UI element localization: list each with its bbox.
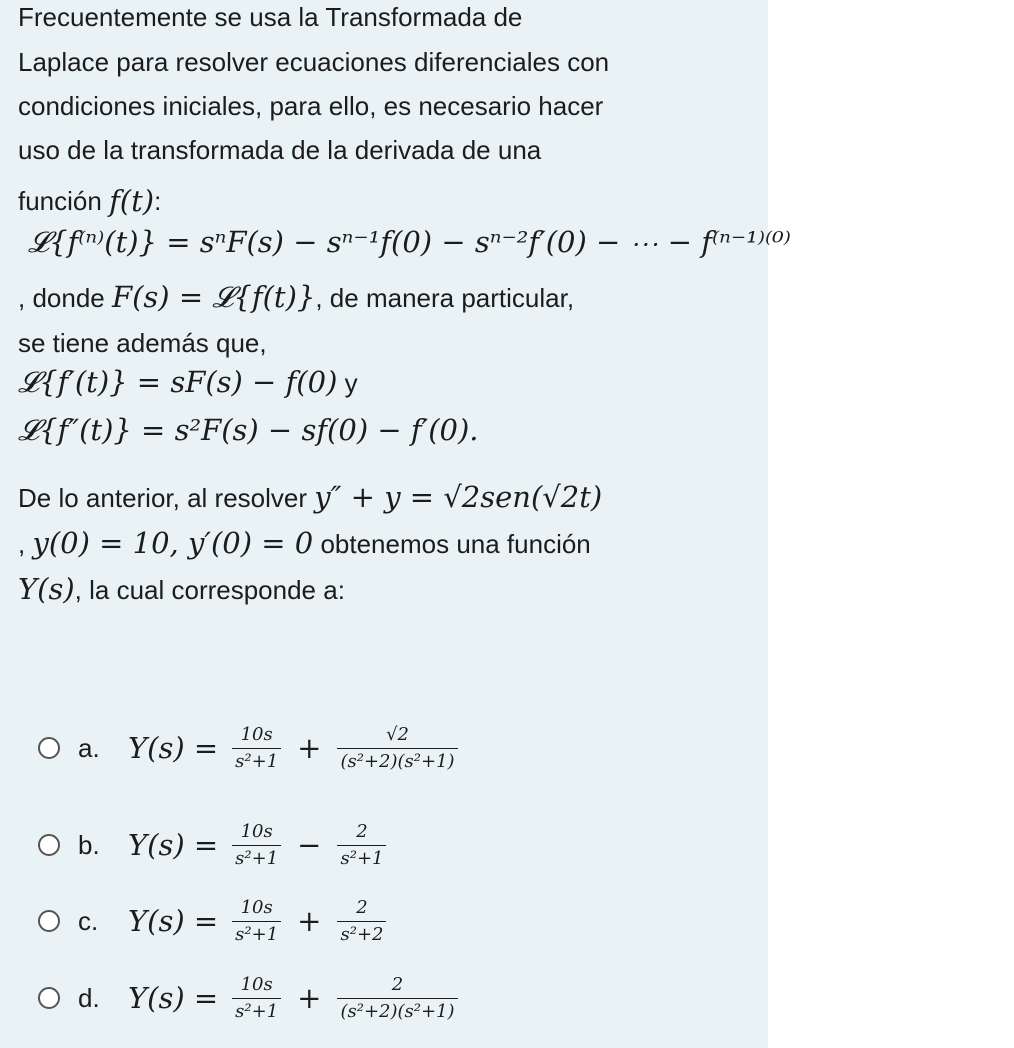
denominator: (s²+2)(s²+1) [337, 748, 457, 773]
fraction [232, 897, 281, 946]
numerator: 2 [356, 896, 368, 918]
expr-lhs: Y(s) = [128, 981, 219, 1015]
option-d[interactable] [38, 968, 460, 1028]
text-fragment: De lo anterior, al resolver [18, 483, 315, 513]
option-letter: c. [78, 905, 99, 936]
laplace-derivative-formula: 𝓛{f⁽ⁿ⁾(t)} = sⁿF(s) − sⁿ⁻¹f(0) − sⁿ⁻²f′(0) − ⋯ − f⁽ⁿ⁻¹⁾⁽⁰⁾ [28, 225, 791, 259]
text-fragment: y [337, 368, 358, 398]
text-line: condiciones iniciales, para ello, es necesario hacer [18, 91, 604, 121]
fraction [232, 724, 281, 773]
text-fragment: , [18, 529, 33, 559]
fraction [337, 897, 386, 946]
option-letter: b. [78, 829, 100, 860]
radio-button[interactable] [38, 910, 60, 932]
denominator: s²+2 [337, 921, 386, 946]
numerator: 10s [240, 973, 273, 995]
fraction [232, 974, 281, 1023]
denominator: s²+1 [232, 748, 281, 773]
question-text [18, 2, 758, 223]
denominator: s²+1 [232, 845, 281, 870]
option-expression [128, 724, 460, 773]
second-derivative-formula: 𝓛{f″(t)} = s²F(s) − sf(0) − f′(0). [18, 413, 479, 447]
text-fragment: , la cual corresponde a: [74, 575, 345, 605]
math-definition: F(s) = 𝓛{f(t)} [111, 280, 316, 314]
math-function: Y(s) [18, 572, 75, 606]
operator: − [297, 828, 322, 862]
conditions-line [18, 527, 591, 560]
text-line: Frecuentemente se usa la Transformada de [18, 2, 523, 32]
operator: + [297, 731, 322, 765]
where-line [18, 281, 574, 314]
option-expression [128, 821, 388, 870]
math-formula: 𝓛{f′(t)} = sF(s) − f(0) [18, 365, 338, 399]
denominator: (s²+2)(s²+1) [337, 998, 457, 1023]
option-c[interactable] [38, 891, 388, 951]
fraction [337, 821, 386, 870]
first-derivative-formula [18, 366, 358, 399]
problem-line [18, 481, 602, 514]
expr-lhs: Y(s) = [128, 828, 219, 862]
fraction [337, 724, 457, 773]
initial-conditions: y(0) = 10, y′(0) = 0 [32, 526, 314, 560]
radio-button[interactable] [38, 737, 60, 759]
option-expression [128, 974, 460, 1023]
numerator: 2 [391, 973, 404, 995]
text-fragment: , donde [18, 283, 112, 313]
question-line [18, 573, 345, 606]
operator: + [297, 981, 322, 1015]
operator: + [297, 904, 322, 938]
math-function: f(t) [109, 184, 155, 218]
numerator: 10s [240, 896, 273, 918]
text-line [18, 179, 758, 223]
option-letter: d. [78, 982, 100, 1013]
text-line: se tiene además que, [18, 328, 267, 358]
option-letter: a. [78, 732, 100, 763]
text-fragment: : [154, 186, 162, 216]
expr-lhs: Y(s) = [128, 731, 219, 765]
text-fragment: función [18, 186, 110, 216]
option-a[interactable] [38, 718, 460, 778]
text-line: uso de la transformada de la derivada de una [18, 135, 542, 165]
denominator: s²+1 [232, 998, 281, 1023]
radio-button[interactable] [38, 834, 60, 856]
numerator: 10s [240, 723, 273, 745]
numerator: √2 [386, 723, 409, 745]
fraction [337, 974, 457, 1023]
option-expression [128, 897, 388, 946]
denominator: s²+1 [337, 845, 386, 870]
text-fragment: obtenemos una función [313, 529, 591, 559]
denominator: s²+1 [232, 921, 281, 946]
numerator: 2 [356, 820, 368, 842]
fraction [232, 821, 281, 870]
numerator: 10s [240, 820, 273, 842]
radio-button[interactable] [38, 987, 60, 1009]
text-line: Laplace para resolver ecuaciones diferenciales con [18, 47, 610, 77]
expr-lhs: Y(s) = [128, 904, 219, 938]
differential-equation: y″ + y = √2sen(√2t) [314, 480, 603, 514]
option-b[interactable] [38, 815, 388, 875]
text-fragment: , de manera particular, [315, 283, 575, 313]
